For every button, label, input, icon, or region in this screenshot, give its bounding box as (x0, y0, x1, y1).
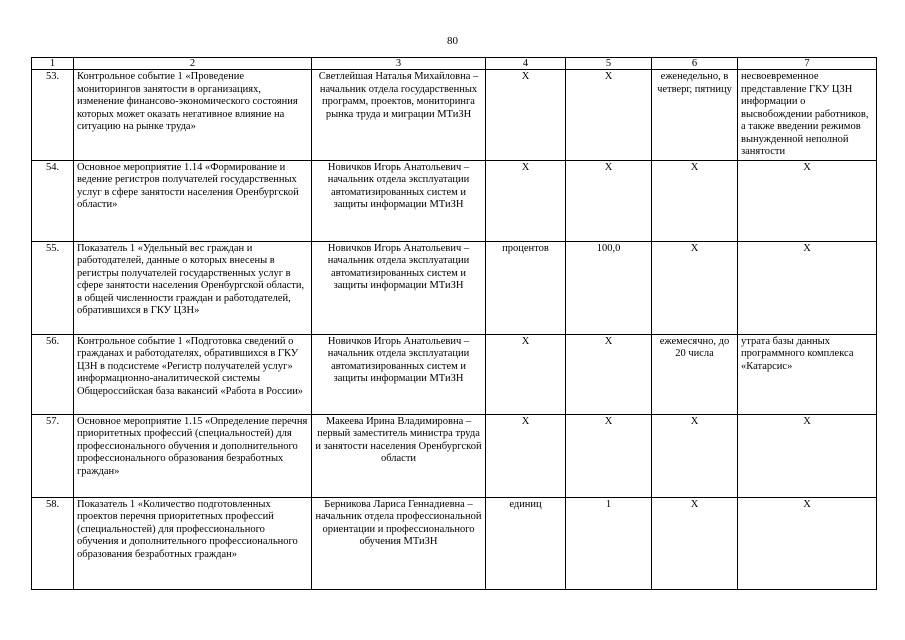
value-cell: Х (566, 414, 652, 497)
page-number: 80 (447, 35, 458, 47)
note-cell: Х (738, 160, 877, 241)
column-number-header (32, 58, 877, 70)
responsible-person: Новичков Игорь Анатольевич – начальник отдела эксплуатации автоматизированных систем и защиты информации МТиЗН (312, 241, 486, 334)
value-cell: 100,0 (566, 241, 652, 334)
header-cell: 7 (738, 58, 877, 70)
row-number: 57. (32, 414, 74, 497)
table-row (32, 160, 877, 241)
header-cell: 5 (566, 58, 652, 70)
unit-cell: единиц (486, 497, 566, 589)
row-number: 58. (32, 497, 74, 589)
responsible-person: Макеева Ирина Владимировна – первый заместитель министра труда и занятости населения Оренбургской области (312, 414, 486, 497)
event-name: Контрольное событие 1 «Подготовка сведений о гражданах и работодателях, обратившихся в ГКУ ЦЗН в подсистеме «Регистр получателей услуг» информационно-аналитической системы Общероссийская база вакансий «Работа в России» (74, 334, 312, 414)
term-cell: Х (652, 160, 738, 241)
row-number: 53. (32, 70, 74, 161)
responsible-person: Светлейшая Наталья Михайловна – начальник отдела государственных программ, проектов, мониторинга рынка труда и миграции МТиЗН (312, 70, 486, 161)
value-cell: Х (566, 160, 652, 241)
event-name: Показатель 1 «Удельный вес граждан и работодателей, данные о которых внесены в регистры получателей государственных услуг в сфере занятости населения Оренбургской области, в общей численности граждан и работодателей, обратившихся в ГКУ ЦЗН» (74, 241, 312, 334)
term-cell: еженедельно, в четверг, пятницу (652, 70, 738, 161)
value-cell: Х (566, 334, 652, 414)
note-cell: несвоевременное представление ГКУ ЦЗН информации о высвобождении работников, а также введении режимов вынужденной неполной занятости (738, 70, 877, 161)
row-number: 56. (32, 334, 74, 414)
responsible-person: Новичков Игорь Анатольевич – начальник отдела эксплуатации автоматизированных систем и защиты информации МТиЗН (312, 160, 486, 241)
term-cell: Х (652, 414, 738, 497)
table-row (32, 414, 877, 497)
header-cell: 6 (652, 58, 738, 70)
responsible-person: Берникова Лариса Геннадиевна – начальник отдела профессиональной ориентации и профессионального обучения МТиЗН (312, 497, 486, 589)
event-name: Контрольное событие 1 «Проведение мониторингов занятости в организациях, изменение финансово-экономического состояния которых может оказать негативное влияние на ситуацию на рынке труда» (74, 70, 312, 161)
header-cell: 3 (312, 58, 486, 70)
unit-cell: Х (486, 160, 566, 241)
header-cell: 2 (74, 58, 312, 70)
table-row (32, 334, 877, 414)
event-name: Основное мероприятие 1.15 «Определение перечня приоритетных профессий (специальностей) для профессионального обучения и дополнительного профессионального образования безработных граждан» (74, 414, 312, 497)
event-name: Основное мероприятие 1.14 «Формирование и ведение регистров получателей государственных услуг в сфере занятости населения Оренбургской области» (74, 160, 312, 241)
unit-cell: Х (486, 414, 566, 497)
term-cell: Х (652, 241, 738, 334)
value-cell: 1 (566, 497, 652, 589)
term-cell: ежемесячно, до 20 числа (652, 334, 738, 414)
event-name: Показатель 1 «Количество подготовленных проектов перечня приоритетных профессий (специальностей) для профессионального обучения и дополнительного профессионального образования безработных граждан» (74, 497, 312, 589)
row-number: 55. (32, 241, 74, 334)
table-row (32, 70, 877, 161)
unit-cell: Х (486, 70, 566, 161)
plan-table (31, 57, 877, 590)
header-cell: 4 (486, 58, 566, 70)
note-cell: Х (738, 414, 877, 497)
table-row (32, 241, 877, 334)
note-cell: утрата базы данных программного комплекса «Катарсис» (738, 334, 877, 414)
unit-cell: процентов (486, 241, 566, 334)
row-number: 54. (32, 160, 74, 241)
table-row (32, 497, 877, 589)
unit-cell: Х (486, 334, 566, 414)
note-cell: Х (738, 241, 877, 334)
responsible-person: Новичков Игорь Анатольевич – начальник отдела эксплуатации автоматизированных систем и защиты информации МТиЗН (312, 334, 486, 414)
header-cell: 1 (32, 58, 74, 70)
note-cell: Х (738, 497, 877, 589)
value-cell: Х (566, 70, 652, 161)
term-cell: Х (652, 497, 738, 589)
